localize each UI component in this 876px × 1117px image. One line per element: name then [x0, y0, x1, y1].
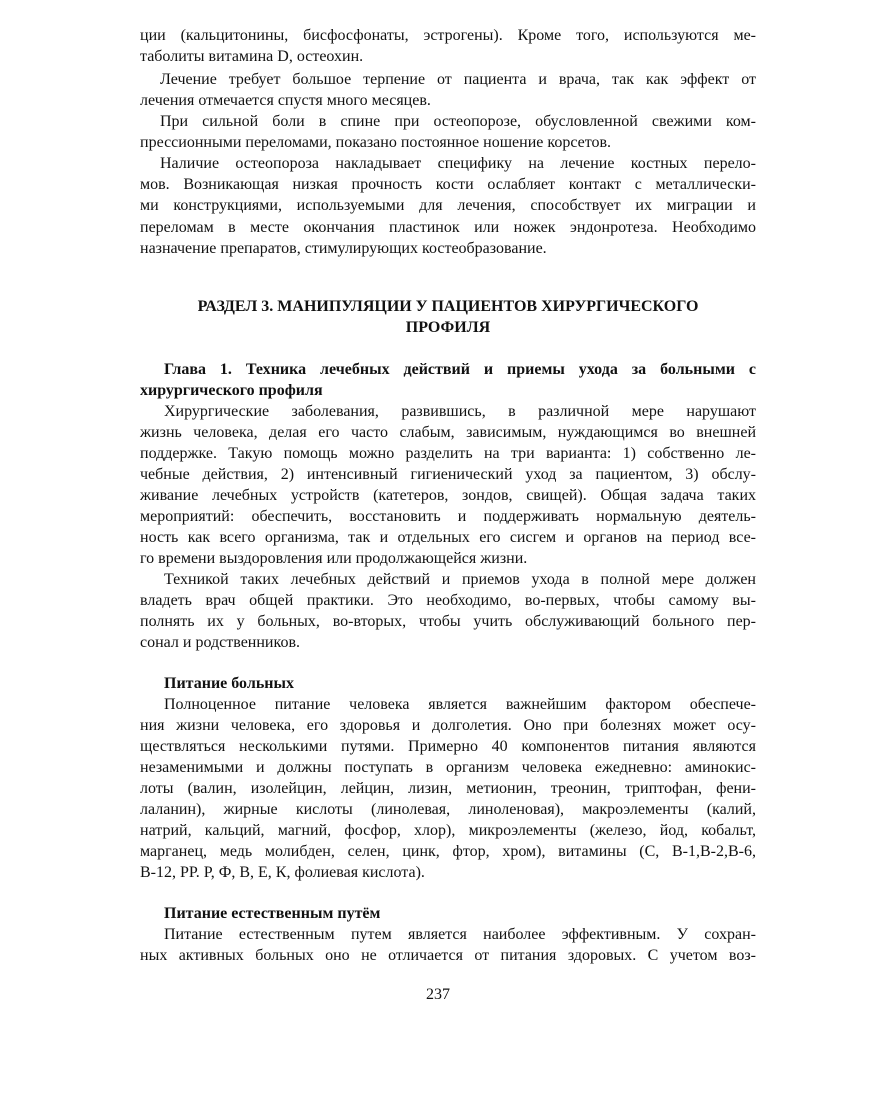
text-line: чебные действия, 2) интенсивный гигиенический уход за пациентом, 3) обслу- [140, 466, 756, 483]
text-line: лечения отмечается спустя много месяцев. [140, 92, 431, 109]
text-line: ми конструкциями, используемыми для лечения, способствует их миграции и [140, 197, 756, 214]
text-line: поддержке. Такую помощь можно разделить на три варианта: 1) собственно ле- [140, 445, 756, 462]
chapter-heading: Глава 1. Техника лечебных действий и приемы ухода за больными с [164, 361, 756, 378]
chapter-heading: хирургического профиля [140, 382, 323, 399]
text-line: марганец, медь молибден, селен, цинк, фтор, хром), витамины (С, В-1,В-2,В-6, [140, 843, 756, 860]
text-line: Полноценное питание человека является важнейшим фактором обеспече- [164, 696, 756, 713]
text-line: назначение препаратов, стимулирующих костеобразование. [140, 240, 547, 257]
text-line: жизнь человека, делая его часто слабым, зависимым, нуждающимся во внешней [140, 424, 756, 441]
text-line: полнять их у больных, во-вторых, чтобы учить обслуживающий больного пер- [140, 613, 756, 630]
text-line: ции (кальцитонины, бисфосфонаты, эстрогены). Кроме того, используются ме- [140, 27, 756, 44]
text-line: сонал и родственников. [140, 634, 300, 651]
text-line: незаменимыми и должны поступать в организм человека ежедневно: аминокис- [140, 759, 756, 776]
section-heading: ПРОФИЛЯ [405, 319, 491, 336]
subheading-natural-feeding: Питание естественным путём [164, 905, 381, 922]
text-line: ность как всего организма, так и отдельных его сисгем и органов на период все- [140, 529, 756, 546]
text-line: ния жизни человека, его здоровья и долголетия. Оно при болезнях может осу- [140, 717, 756, 734]
text-line: Питание естественным путем является наиболее эффективным. У сохран- [164, 926, 756, 943]
text-line: таболиты витамина D, остеохин. [140, 48, 364, 65]
text-line: лаланин), жирные кислоты (линолевая, линоленовая), макроэлементы (калий, [140, 801, 756, 818]
text-line: ществляться несколькими путями. Примерно 40 компонентов питания являются [140, 738, 756, 755]
text-line: переломам в месте окончания пластинок или ножек эндонротеза. Необходимо [140, 219, 756, 236]
text-line: го времени выздоровления или продолжающейся жизни. [140, 550, 528, 567]
section-heading: РАЗДЕЛ 3. МАНИПУЛЯЦИИ У ПАЦИЕНТОВ ХИРУРГИЧЕСКОГО [197, 298, 699, 315]
text-line: прессионными переломами, показано постоянное ношение корсетов. [140, 134, 612, 151]
text-line: владеть врач общей практики. Это необходимо, во-первых, чтобы самому вы- [140, 592, 756, 609]
page-number: 237 [426, 986, 450, 1003]
text-line: лоты (валин, изолейцин, лейцин, лизин, метионин, треонин, триптофан, фени- [140, 780, 756, 797]
text-line: живание лечебных устройств (катетеров, зондов, свищей). Общая задача таких [140, 487, 756, 504]
text-line: Лечение требует большое терпение от пациента и врача, так как эффект от [160, 71, 756, 88]
text-line: натрий, кальций, магний, фосфор, хлор), микроэлементы (железо, йод, кобальт, [140, 822, 756, 839]
text-line: Наличие остеопороза накладывает специфику на лечение костных перело- [160, 155, 756, 172]
text-line: Техникой таких лечебных действий и приемов ухода в полной мере должен [164, 571, 756, 588]
text-line: мов. Возникающая низкая прочность кости ослабляет контакт с металлически- [140, 176, 756, 193]
text-line: Хирургические заболевания, развившись, в различной мере нарушают [164, 403, 756, 420]
text-line: мероприятий: обеспечить, восстановить и поддерживать нормальную деятель- [140, 508, 756, 525]
text-line: В-12, РР. Р, Ф, В, Е, К, фолиевая кислота). [140, 864, 425, 881]
text-line: ных активных больных оно не отличается от питания здоровых. С учетом воз- [140, 947, 756, 964]
subheading-nutrition: Питание больных [164, 675, 294, 692]
text-line: При сильной боли в спине при остеопорозе, обусловленной свежими ком- [160, 113, 756, 130]
